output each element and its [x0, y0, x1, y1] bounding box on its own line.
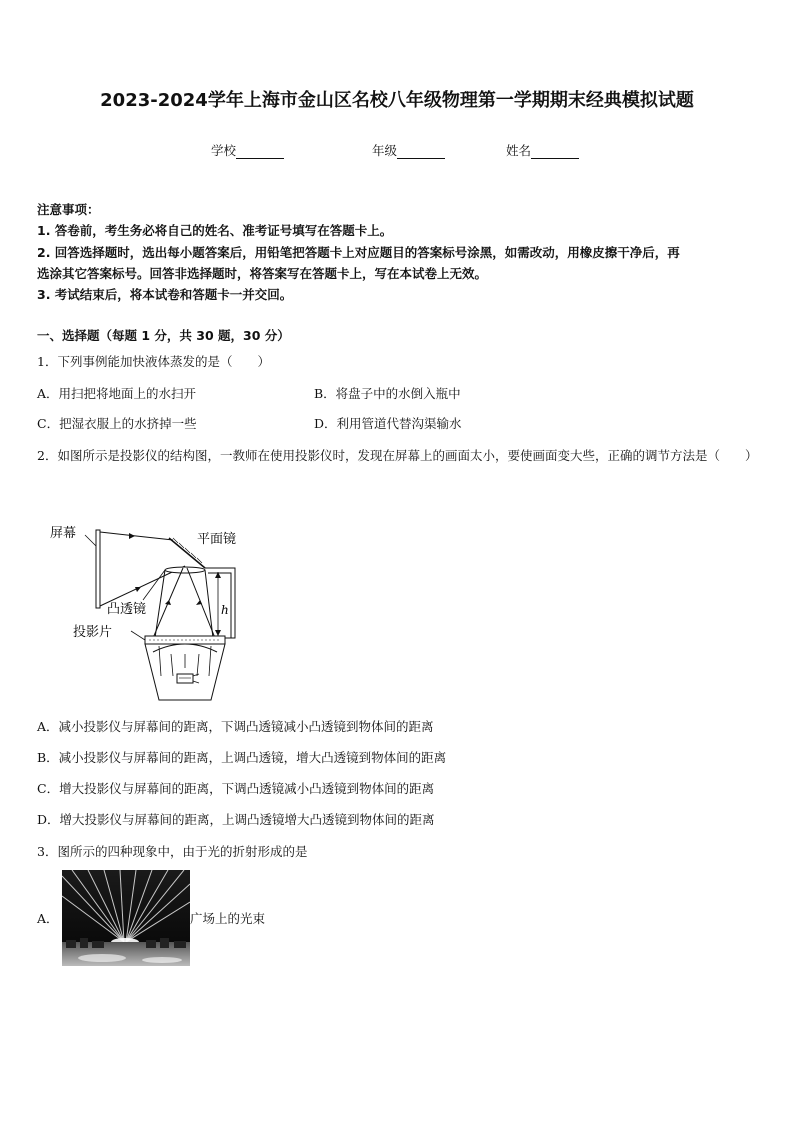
school-blank [236, 145, 284, 159]
grade-field [372, 141, 445, 159]
lamp-shape [177, 674, 193, 683]
name-field [506, 141, 579, 159]
height-label: h [221, 603, 229, 617]
notes-item: 1. 答卷前，考生务必将自己的姓名、准考证号填写在答题卡上。 [37, 223, 393, 238]
name-label: 姓名 [506, 143, 532, 158]
slide-label: 投影片 [73, 625, 113, 640]
question-2-option-a: A．减小投影仪与屏幕间的距离，下调凸透镜减小凸透镜到物体间的距离 [37, 719, 434, 734]
mirror-label: 平面镜 [197, 532, 237, 547]
grade-label: 年级 [372, 143, 398, 158]
student-info-row [0, 141, 794, 159]
question-2-stem: 2．如图所示是投影仪的结构图，一教师在使用投影仪时，发现在屏幕上的画面太小，要使画面变大些，正确的调节方法是（ ） [37, 448, 758, 463]
lens-label: 凸透镜 [107, 602, 147, 617]
school-field [211, 141, 284, 159]
projector-diagram [45, 518, 245, 706]
question-2-option-c: C．增大投影仪与屏幕间的距离，下调凸透镜减小凸透镜到物体间的距离 [37, 781, 435, 796]
question-1-option-c: C．把湿衣服上的水挤掉一些 [37, 416, 197, 431]
light-beams-photo [62, 870, 190, 966]
light-beams-image [62, 870, 190, 966]
notes-item: 2. 回答选择题时，选出每小题答案后，用铅笔把答题卡上对应题目的答案标号涂黑，如需改动，用橡皮擦干净后，再 [37, 245, 680, 260]
question-1-option-b: B．将盘子中的水倒入瓶中 [314, 386, 461, 401]
name-blank [531, 145, 579, 159]
screen-shape [96, 530, 100, 608]
question-2-option-d: D．增大投影仪与屏幕间的距离，上调凸透镜增大凸透镜到物体间的距离 [37, 812, 435, 827]
question-1-option-d: D．利用管道代替沟渠输水 [314, 416, 462, 431]
question-3-option-a-label: A． [37, 911, 59, 926]
exam-title: 2023-2024学年上海市金山区名校八年级物理第一学期期末经典模拟试题 [100, 90, 694, 111]
school-label: 学校 [211, 143, 237, 158]
notes-item: 选涂其它答案标号。回答非选择题时，将答案写在答题卡上，写在本试卷上无效。 [37, 266, 488, 281]
grade-blank [397, 145, 445, 159]
question-3-option-a-text: 广场上的光束 [190, 911, 266, 926]
question-1-option-a: A．用扫把将地面上的水扫开 [37, 386, 197, 401]
convex-lens-shape [165, 567, 205, 573]
screen-label: 屏幕 [50, 526, 77, 541]
notes-item: 3. 考试结束后，将本试卷和答题卡一并交回。 [37, 287, 293, 302]
question-1-stem: 1．下列事例能加快液体蒸发的是（ ） [37, 354, 270, 369]
section-heading: 一、选择题（每题 1 分，共 30 题，30 分） [37, 328, 290, 343]
notes-heading: 注意事项： [37, 202, 100, 217]
question-2-option-b: B．减小投影仪与屏幕间的距离，上调凸透镜，增大凸透镜到物体间的距离 [37, 750, 447, 765]
question-3-stem: 3．图所示的四种现象中，由于光的折射形成的是 [37, 844, 308, 859]
